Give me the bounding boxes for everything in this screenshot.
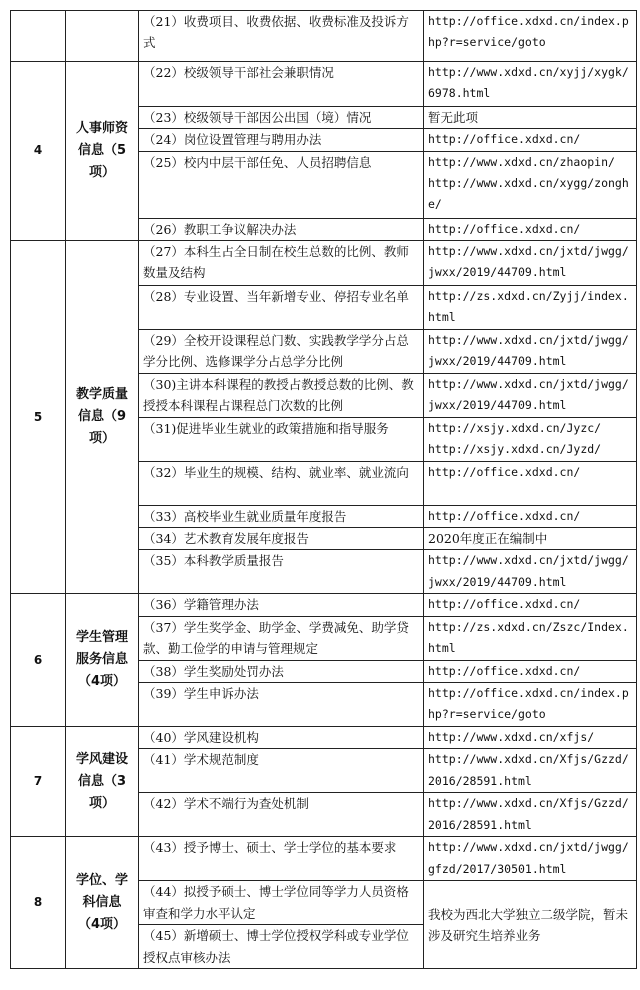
item-cell: （29）全校开设课程总门数、实践教学学分占总学分比例、选修课学分占总学分比例 bbox=[139, 329, 424, 373]
item-cell: （37）学生奖学金、助学金、学费减免、助学贷款、勤工俭学的申请与管理规定 bbox=[139, 616, 424, 660]
item-cell: （25）校内中层干部任免、人员招聘信息 bbox=[139, 151, 424, 218]
group-category: 人事师资信息（5项） bbox=[66, 62, 139, 241]
item-cell: （38）学生奖励处罚办法 bbox=[139, 660, 424, 682]
source-cell: http://www.xdxd.cn/zhaopin/ http://www.xdxd.cn/xygg/zonghe/ bbox=[424, 151, 637, 218]
group-category: 教学质量信息（9项） bbox=[66, 240, 139, 594]
source-cell: http://www.xdxd.cn/Xfjs/Gzzd/2016/28591.html bbox=[424, 793, 637, 837]
item-cell: （26）教职工争议解决办法 bbox=[139, 218, 424, 240]
item-cell: （34）艺术教育发展年度报告 bbox=[139, 528, 424, 550]
source-cell: http://www.xdxd.cn/jxtd/jwgg/gfzd/2017/30501.html bbox=[424, 837, 637, 881]
source-cell: http://zs.xdxd.cn/Zyjj/index.html bbox=[424, 285, 637, 329]
item-cell: （30)主讲本科课程的教授占教授总数的比例、教授授本科课程占课程总门次数的比例 bbox=[139, 373, 424, 417]
group-category: 学风建设信息（3项） bbox=[66, 727, 139, 837]
source-cell: http://www.xdxd.cn/jxtd/jwgg/jwxx/2019/44709.html bbox=[424, 373, 637, 417]
item-cell: （33）高校毕业生就业质量年度报告 bbox=[139, 505, 424, 527]
item-cell: （43）授予博士、硕士、学士学位的基本要求 bbox=[139, 837, 424, 881]
item-cell: （31)促进毕业生就业的政策措施和指导服务 bbox=[139, 417, 424, 461]
group-number: 6 bbox=[11, 594, 66, 727]
source-cell: http://www.xdxd.cn/Xfjs/Gzzd/2016/28591.html bbox=[424, 749, 637, 793]
disclosure-table bbox=[10, 10, 637, 969]
source-cell: http://www.xdxd.cn/xyjj/xygk/6978.html bbox=[424, 62, 637, 107]
item-cell: （23）校级领导干部因公出国（境）情况 bbox=[139, 107, 424, 129]
group-number: 5 bbox=[11, 240, 66, 594]
item-cell: （36）学籍管理办法 bbox=[139, 594, 424, 616]
table-row bbox=[11, 727, 637, 749]
item-cell: （40）学风建设机构 bbox=[139, 727, 424, 749]
group-number: 4 bbox=[11, 62, 66, 241]
source-cell: 2020年度正在编制中 bbox=[424, 528, 637, 550]
item-cell: （44）拟授予硕士、博士学位同等学力人员资格审查和学力水平认定 bbox=[139, 881, 424, 925]
source-cell: http://office.xdxd.cn/ bbox=[424, 129, 637, 151]
item-cell: （22）校级领导干部社会兼职情况 bbox=[139, 62, 424, 107]
item-cell: （21）收费项目、收费依据、收费标准及投诉方式 bbox=[139, 11, 424, 62]
source-cell: http://www.xdxd.cn/jxtd/jwgg/jwxx/2019/44709.html bbox=[424, 550, 637, 594]
source-cell: http://www.xdxd.cn/jxtd/jwgg/jwxx/2019/44709.html bbox=[424, 240, 637, 285]
number-cell bbox=[11, 11, 66, 62]
source-cell: http://office.xdxd.cn/ bbox=[424, 218, 637, 240]
source-cell: http://www.xdxd.cn/jxtd/jwgg/jwxx/2019/44709.html bbox=[424, 329, 637, 373]
item-cell: （39）学生申诉办法 bbox=[139, 683, 424, 727]
source-cell: 暂无此项 bbox=[424, 107, 637, 129]
source-cell: 我校为西北大学独立二级学院，暂未涉及研究生培养业务 bbox=[424, 881, 637, 969]
item-cell: （35）本科教学质量报告 bbox=[139, 550, 424, 594]
item-cell: （24）岗位设置管理与聘用办法 bbox=[139, 129, 424, 151]
source-cell: http://zs.xdxd.cn/Zszc/Index.html bbox=[424, 616, 637, 660]
table-row bbox=[11, 240, 637, 285]
table-row bbox=[11, 11, 637, 62]
item-cell: （28）专业设置、当年新增专业、停招专业名单 bbox=[139, 285, 424, 329]
source-cell: http://office.xdxd.cn/ bbox=[424, 594, 637, 616]
source-cell: http://xsjy.xdxd.cn/Jyzc/ http://xsjy.xdxd.cn/Jyzd/ bbox=[424, 417, 637, 461]
source-cell: http://office.xdxd.cn/ bbox=[424, 461, 637, 505]
item-cell: （32）毕业生的规模、结构、就业率、就业流向 bbox=[139, 461, 424, 505]
group-number: 7 bbox=[11, 727, 66, 837]
item-cell: （27）本科生占全日制在校生总数的比例、教师数量及结构 bbox=[139, 240, 424, 285]
group-number: 8 bbox=[11, 837, 66, 969]
source-cell: http://office.xdxd.cn/ bbox=[424, 660, 637, 682]
group-category: 学生管理服务信息（4项） bbox=[66, 594, 139, 727]
source-cell: http://office.xdxd.cn/index.php?r=service/goto bbox=[424, 683, 637, 727]
source-cell: http://office.xdxd.cn/ bbox=[424, 505, 637, 527]
table-row bbox=[11, 837, 637, 881]
group-category: 学位、学科信息（4项） bbox=[66, 837, 139, 969]
category-cell bbox=[66, 11, 139, 62]
item-cell: （41）学术规范制度 bbox=[139, 749, 424, 793]
source-cell: http://www.xdxd.cn/xfjs/ bbox=[424, 727, 637, 749]
source-cell: http://office.xdxd.cn/index.php?r=service/goto bbox=[424, 11, 637, 62]
item-cell: （45）新增硕士、博士学位授权学科或专业学位授权点审核办法 bbox=[139, 925, 424, 969]
item-cell: （42）学术不端行为查处机制 bbox=[139, 793, 424, 837]
table-row bbox=[11, 594, 637, 616]
table-row bbox=[11, 62, 637, 107]
